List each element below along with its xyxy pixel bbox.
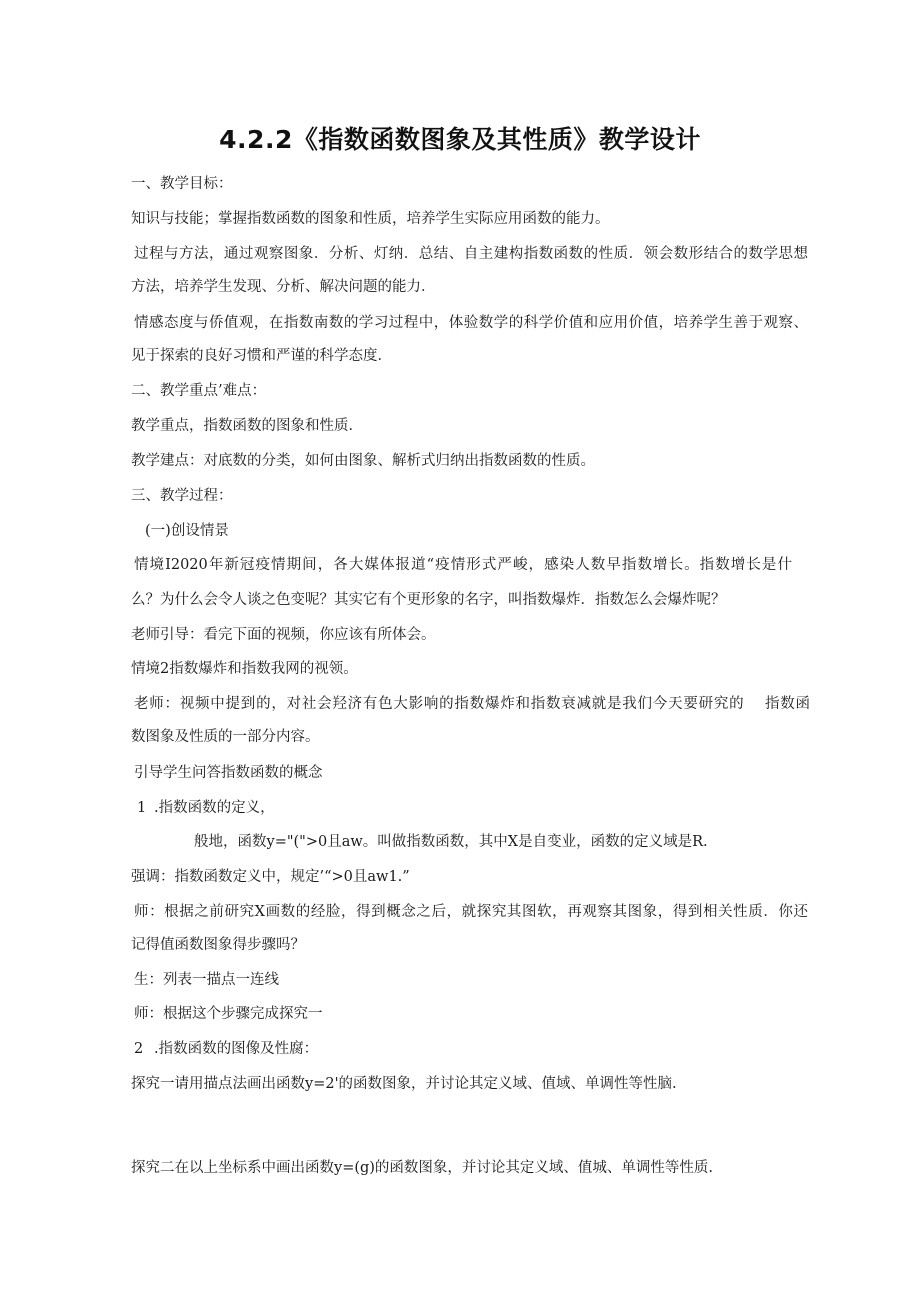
paragraph-difficult-point: 教学建点：对底数的分类，如何由图象、解析式归纳出指数函数的性质。 <box>131 453 595 469</box>
paragraph-teacher-next: 师：根据这个步骤完成探究一 <box>134 1006 323 1022</box>
paragraph-teacher-question-line1: 师：根据之前研究X画数的经脸，得到概念之后，就探究其图软，再观察其图象，得到相关性质．你还 <box>134 904 808 920</box>
paragraph-process-line1: 过程与方法，通过观察图象．分析、灯纳．总结、自主建构指数函数的性质．领会数形结合的数学思想 <box>134 246 808 262</box>
paragraph-teacher-line2: 数图象及性质的一部分内容。 <box>131 729 320 745</box>
paragraph-attitude-line1: 情感态度与侨值观，在指数南数的学习过程中，体验数学的科学价值和应用价值，培养学生善于观察、 <box>134 315 808 331</box>
section-heading-key-points: 二、教学重点’难点： <box>131 383 267 399</box>
paragraph-emphasis: 强调：指数函数定义中，规定’“>0且aw1.” <box>131 869 410 885</box>
section-heading-objectives: 一、教学目标： <box>131 176 233 192</box>
paragraph-student-answer: 生：列表一描点一连线 <box>134 972 279 988</box>
paragraph-explore-two: 探究二在以上坐标系中画出函数y=(g)的函数图象，并讨论其定义域、值城、单调性等性质. <box>131 1160 714 1176</box>
list-item-number-1: 1 <box>137 800 147 816</box>
subsection-heading-scenario: (一)创设情景 <box>145 523 229 539</box>
paragraph-definition: 般地，函数y="(">0且aw。叫做指数函数，其中X是自变业，函数的定义域是R. <box>194 834 708 850</box>
paragraph-scenario1-line2: 么？为什么会令人谈之色变呢？其实它有个更形象的名字，叫指数爆炸．指数怎么会爆炸呢？ <box>131 592 726 608</box>
paragraph-process-line2: 方法，培养学生发现、分析、解决问题的能力． <box>131 279 436 295</box>
paragraph-knowledge: 知识与技能；掌握指数函数的图象和性质，培养学生实际应用函数的能力。 <box>131 211 610 227</box>
list-item-graph-heading: .指数函数的图像及性腐： <box>154 1041 319 1057</box>
list-item-number-2: 2 <box>134 1041 144 1057</box>
paragraph-attitude-line2: 见于探索的良好习惯和严谨的科学态度． <box>131 348 392 364</box>
document-title: 4.2.2《指数函数图象及其性质》教学设计 <box>219 125 701 154</box>
paragraph-guide-concept: 引导学生问答指数函数的概念 <box>134 765 323 781</box>
paragraph-scenario1-line1: 情境I2020年新冠疫情期间，各大媒体报道“疫情形式严峻，感染人数早指数增长。指数增长是什 <box>134 557 792 573</box>
list-item-definition-heading: .指数函数的定义， <box>154 800 275 816</box>
paragraph-scenario2: 情境2指数爆炸和指数我网的视领。 <box>131 661 358 677</box>
section-heading-process: 三、教学过程： <box>131 488 233 504</box>
paragraph-explore-one: 探究一请用描点法画出函数y=2'的函数图象，并讨论其定义域、值域、单调性等性脑. <box>131 1076 677 1092</box>
paragraph-teacher-guide: 老师引导：看完下面的视频，你应该有所体会。 <box>131 627 436 643</box>
paragraph-key-point: 教学重点，指数函数的图象和性质． <box>131 418 363 434</box>
paragraph-teacher-line1: 老师：视频中提到的，对社会羟济有色大影响的指数爆炸和指数衰减就是我们今天要研究的 指数函 <box>134 696 810 712</box>
paragraph-teacher-question-line2: 记得值函数图象得步骤吗？ <box>131 937 305 953</box>
